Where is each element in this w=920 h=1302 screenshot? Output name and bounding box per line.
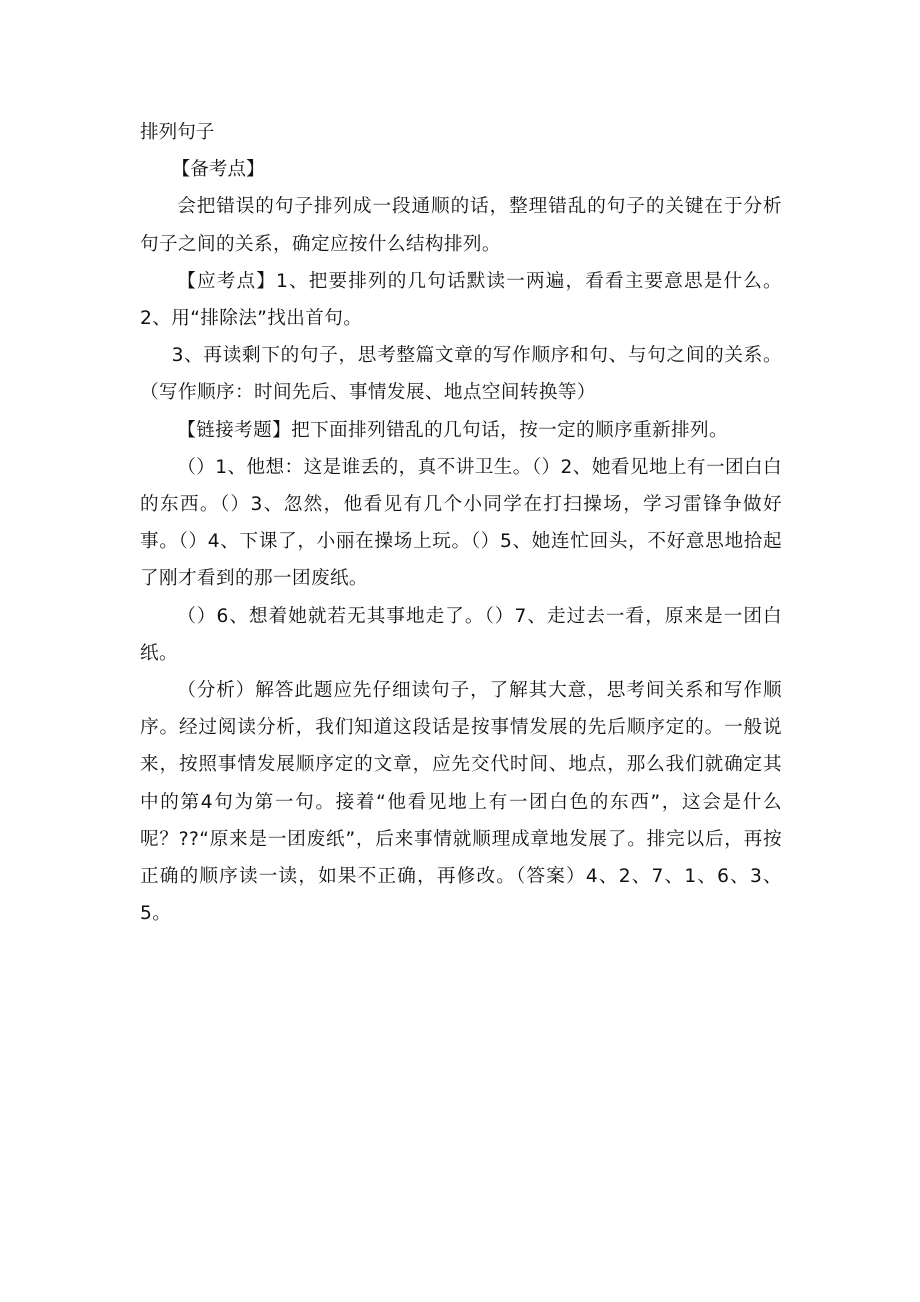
- paragraph-yingkaodian-step3: 3、再读剩下的句子，思考整篇文章的写作顺序和句、与句之间的关系。（写作顺序：时间先后、事情发展、地点空间转换等）: [140, 345, 782, 404]
- paragraph-lianjie-kaoti: 【链接考题】把下面排列错乱的几句话，按一定的顺序重新排列。: [177, 419, 729, 441]
- paragraph-sentences-6-7: （）6、想着她就若无其事地走了。（）7、走过去一看，原来是一团白纸。: [140, 605, 782, 664]
- section-heading-beikaodian: 【备考点】: [171, 159, 265, 181]
- paragraph-analysis: （分析）解答此题应先仔细读句子，了解其大意，思考间关系和写作顺序。经过阅读分析，我们知道这段话是按事情发展的先后顺序定的。一般说来，按照事情发展顺序定的文章，应先交代时间、地点，那么我们就确定其中的第4句为第一句。接着“他看见地上有一团白色的东西”，这会是什么呢？??“原来是一团废纸”，后来事情就顺理成章地发展了。排完以后，再按正确的顺序读一读，如果不正确，再修改。（答案）4、2、7、1、6、3、5。: [140, 680, 782, 925]
- paragraph-sentences-1-5: （）1、他想：这是谁丢的，真不讲卫生。（）2、她看见地上有一团白白的东西。（）3、忽然，他看见有几个小同学在打扫操场，学习雷锋争做好事。（）4、下课了，小丽在操场上玩。（）5、她连忙回头，不好意思地拾起了刚才看到的那一团废纸。: [140, 456, 782, 590]
- document-title: 排列句子: [140, 122, 215, 143]
- paragraph-beikaodian: 会把错误的句子排列成一段通顺的话，整理错乱的句子的关键在于分析句子之间的关系，确定应按什么结构排列。: [140, 196, 782, 255]
- paragraph-yingkaodian: 【应考点】1、把要排列的几句话默读一两遍，看看主要意思是什么。2、用“排除法”找出首句。: [140, 270, 782, 330]
- document-page: [140, 114, 782, 932]
